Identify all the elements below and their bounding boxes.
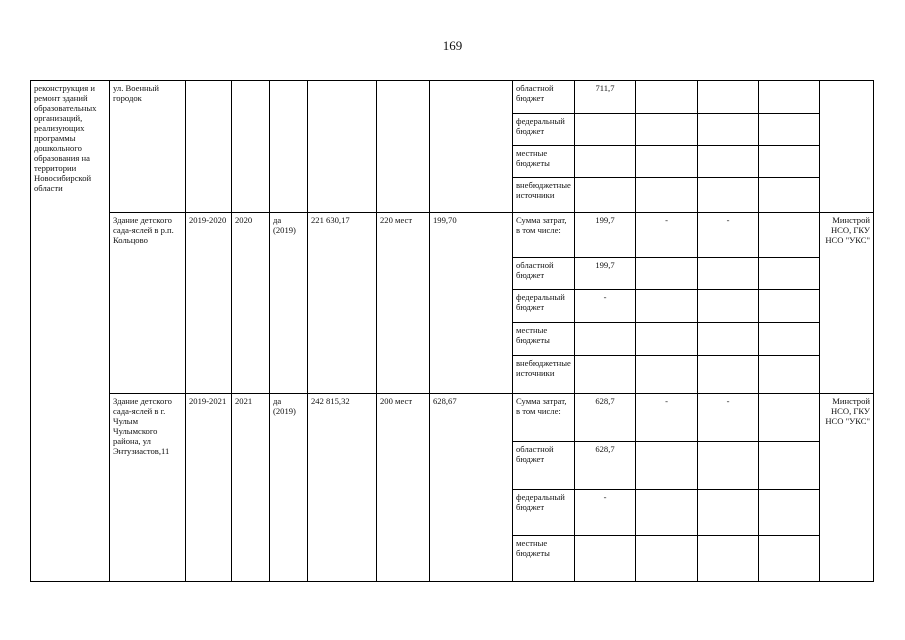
psd-cell: да (2019): [270, 394, 308, 582]
cost-cell: 242 815,32: [308, 394, 377, 582]
amount-cell: 628,67: [430, 394, 513, 582]
value-cell: [575, 356, 636, 394]
responsible-cell: Минстрой НСО, ГКУ НСО "УКС": [820, 394, 874, 582]
source-cell: областной бюджет: [513, 442, 575, 490]
source-cell: местные бюджеты: [513, 146, 575, 178]
source-cell: местные бюджеты: [513, 323, 575, 356]
table-row: [31, 213, 874, 258]
period-cell: [186, 81, 232, 213]
value-cell: -: [575, 290, 636, 323]
capacity-cell: [377, 81, 430, 213]
value-cell: [575, 114, 636, 146]
cost-cell: 221 630,17: [308, 213, 377, 394]
value-cell: 628,7: [575, 442, 636, 490]
year-cell: 2020: [232, 213, 270, 394]
capacity-cell: 220 мест: [377, 213, 430, 394]
capacity-cell: 200 мест: [377, 394, 430, 582]
source-cell: внебюджетные источники: [513, 356, 575, 394]
psd-cell: [270, 81, 308, 213]
year2-cell: -: [636, 213, 698, 258]
year-cell: [232, 81, 270, 213]
value-cell: [575, 178, 636, 213]
value-cell: 711,7: [575, 81, 636, 114]
funding-table: [30, 80, 874, 582]
source-cell: Сумма затрат, в том числе:: [513, 394, 575, 442]
year3-cell: -: [698, 394, 759, 442]
source-cell: федеральный бюджет: [513, 490, 575, 536]
object-name-cell: ул. Военный городок: [110, 81, 186, 213]
value-cell: 199,7: [575, 213, 636, 258]
page-number: 169: [442, 38, 463, 53]
source-cell: областной бюджет: [513, 81, 575, 114]
amount-cell: 199,70: [430, 213, 513, 394]
value-cell: -: [575, 490, 636, 536]
source-cell: внебюджетные источники: [513, 178, 575, 213]
value-cell: [575, 146, 636, 178]
psd-cell: да (2019): [270, 213, 308, 394]
responsible-cell: [820, 81, 874, 213]
value-cell: 628,7: [575, 394, 636, 442]
period-cell: 2019-2020: [186, 213, 232, 394]
object-name-cell: Здание детского сада-яслей в г. Чулым Чулымского района, ул Энтузиастов,11: [110, 394, 186, 582]
period-cell: 2019-2021: [186, 394, 232, 582]
responsible-cell: Минстрой НСО, ГКУ НСО "УКС": [820, 213, 874, 394]
year3-cell: -: [698, 213, 759, 258]
year-cell: 2021: [232, 394, 270, 582]
value-cell: [575, 323, 636, 356]
table-row: [31, 81, 874, 114]
table-row: [31, 394, 874, 442]
source-cell: Сумма затрат, в том числе:: [513, 213, 575, 258]
object-name-cell: Здание детского сада-яслей в р.п. Кольцово: [110, 213, 186, 394]
cost-cell: [308, 81, 377, 213]
source-cell: федеральный бюджет: [513, 114, 575, 146]
amount-cell: [430, 81, 513, 213]
program-name-cell: реконструкция и ремонт зданий образовательных организаций, реализующих программы дошкольного образования на территории Новосибирской области: [31, 81, 110, 582]
value-cell: 199,7: [575, 258, 636, 290]
source-cell: федеральный бюджет: [513, 290, 575, 323]
value-cell: [575, 536, 636, 582]
source-cell: областной бюджет: [513, 258, 575, 290]
source-cell: местные бюджеты: [513, 536, 575, 582]
year2-cell: -: [636, 394, 698, 442]
